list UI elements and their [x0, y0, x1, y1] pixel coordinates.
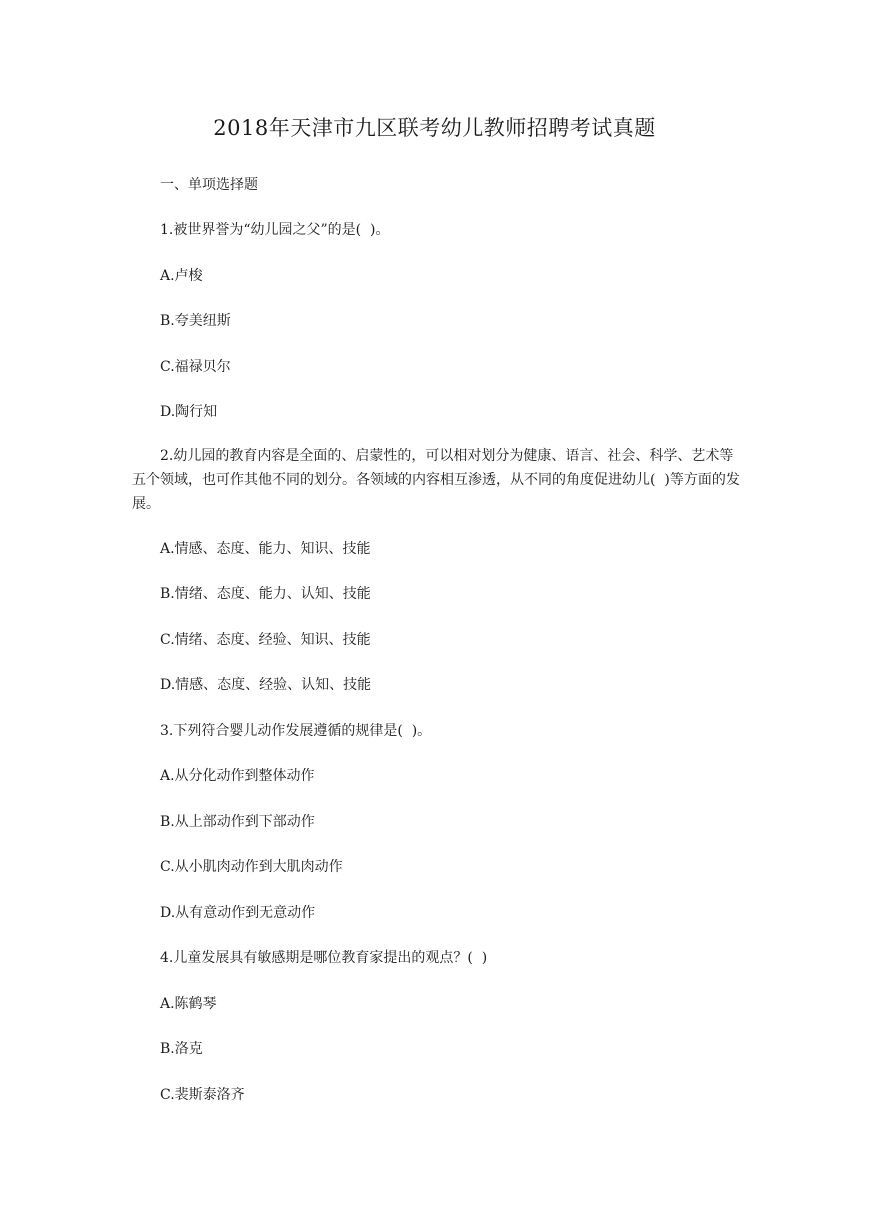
question-4-option-b: B.洛克 [160, 1041, 203, 1057]
question-3-option-b: B.从上部动作到下部动作 [160, 814, 315, 830]
question-3-option-c: C.从小肌肉动作到大肌肉动作 [160, 859, 343, 875]
question-1-stem: 1.被世界誉为“幼儿园之父”的是( )。 [160, 222, 390, 238]
document-title: 2018年天津市九区联考幼儿教师招聘考试真题 [213, 116, 656, 140]
question-2-stem: 2.幼儿园的教育内容是全面的、启蒙性的，可以相对划分为健康、语言、社会、科学、艺术等五个领域，也可作其他不同的划分。各领域的内容相互渗透，从不同的角度促进幼儿( )等方面的发展。 [132, 448, 740, 512]
question-1-option-c: C.福禄贝尔 [160, 359, 231, 375]
question-3-option-d: D.从有意动作到无意动作 [160, 905, 316, 921]
question-2-option-b: B.情绪、态度、能力、认知、技能 [160, 586, 371, 602]
question-1-option-a: A.卢梭 [160, 268, 203, 284]
question-2-option-a: A.情感、态度、能力、知识、技能 [160, 541, 371, 557]
question-1-option-d: D.陶行知 [160, 404, 218, 420]
question-1-option-b: B.夸美纽斯 [160, 313, 231, 329]
question-4-option-a: A.陈鹤琴 [160, 996, 217, 1012]
question-2-option-d: D.情感、态度、经验、认知、技能 [160, 677, 372, 693]
question-3-stem: 3.下列符合婴儿动作发展遵循的规律是( )。 [160, 723, 432, 739]
question-4-stem: 4.儿童发展具有敏感期是哪位教育家提出的观点？( ) [160, 950, 488, 966]
question-2-option-c: C.情绪、态度、经验、知识、技能 [160, 632, 371, 648]
section-heading: 一、单项选择题 [160, 177, 258, 193]
question-4-option-c: C.裴斯泰洛齐 [160, 1087, 245, 1103]
question-3-option-a: A.从分化动作到整体动作 [160, 768, 315, 784]
